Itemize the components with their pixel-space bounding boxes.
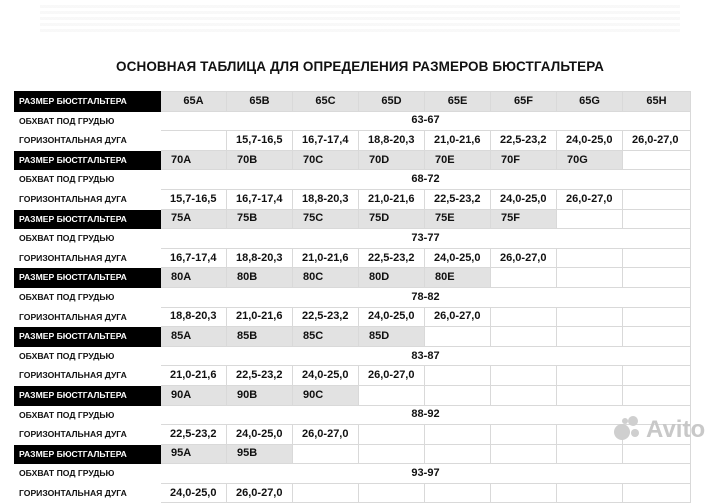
arc-value: 26,0-27,0 [491,248,557,268]
size-label: РАЗМЕР БЮСТГАЛЬТЕРА [15,268,161,288]
underbust-row [15,287,691,307]
avito-logo-icon [614,416,642,444]
arc-value: 21,0-21,6 [227,307,293,327]
empty-cell [491,366,557,386]
arc-value: 16,7-17,4 [161,248,227,268]
empty-cell [425,327,491,347]
size-cell: 70C [293,150,359,170]
arc-label: ГОРИЗОНТАЛЬНАЯ ДУГА [15,189,161,209]
size-cell: 70G [557,150,623,170]
empty-cell [623,483,691,503]
underbust-label: ОБХВАТ ПОД ГРУДЬЮ [15,464,161,484]
empty-cell [623,385,691,405]
size-cell: 70A [161,150,227,170]
arc-value: 22,5-23,2 [491,131,557,151]
arc-row [15,307,691,327]
empty-cell [623,444,691,464]
page-title: ОСНОВНАЯ ТАБЛИЦА ДЛЯ ОПРЕДЕЛЕНИЯ РАЗМЕРОВ БЮСТГАЛЬТЕРА [116,59,604,74]
empty-cell [425,444,491,464]
arc-value: 24,0-25,0 [227,425,293,445]
arc-value: 18,8-20,3 [161,307,227,327]
empty-cell [425,385,491,405]
underbust-range: 83-87 [161,346,691,366]
size-label: РАЗМЕР БЮСТГАЛЬТЕРА [15,209,161,229]
size-cell: 85B [227,327,293,347]
empty-cell [623,189,691,209]
arc-value: 26,0-27,0 [557,189,623,209]
arc-value: 21,0-21,6 [425,131,491,151]
empty-cell [557,483,623,503]
size-cell: 75B [227,209,293,229]
empty-cell [491,444,557,464]
empty-cell [425,483,491,503]
arc-value: 22,5-23,2 [359,248,425,268]
arc-value: 24,0-25,0 [491,189,557,209]
empty-cell [623,209,691,229]
header-row [15,92,691,112]
size-row [15,327,691,347]
arc-value: 21,0-21,6 [161,366,227,386]
faded-background-text [40,2,680,32]
underbust-label: ОБХВАТ ПОД ГРУДЬЮ [15,111,161,131]
empty-cell [557,366,623,386]
arc-value: 16,7-17,4 [227,189,293,209]
underbust-range: 78-82 [161,287,691,307]
arc-label: ГОРИЗОНТАЛЬНАЯ ДУГА [15,248,161,268]
size-cell: 70B [227,150,293,170]
size-header-cell: 65H [623,92,691,112]
empty-cell [623,307,691,327]
size-cell: 85A [161,327,227,347]
underbust-range: 68-72 [161,170,691,190]
underbust-row [15,170,691,190]
arc-value: 18,8-20,3 [293,189,359,209]
arc-value: 16,7-17,4 [293,131,359,151]
empty-cell [359,444,425,464]
empty-cell [623,248,691,268]
empty-cell [293,483,359,503]
size-label: РАЗМЕР БЮСТГАЛЬТЕРА [15,385,161,405]
arc-label: ГОРИЗОНТАЛЬНАЯ ДУГА [15,131,161,151]
empty-cell [359,483,425,503]
empty-cell [359,385,425,405]
arc-value: 24,0-25,0 [359,307,425,327]
empty-cell [491,268,557,288]
size-cell: 75F [491,209,557,229]
size-header-cell: 65B [227,92,293,112]
size-header-cell: 65A [161,92,227,112]
arc-value: 22,5-23,2 [161,425,227,445]
empty-cell [557,444,623,464]
arc-value: 15,7-16,5 [161,189,227,209]
arc-value: 22,5-23,2 [227,366,293,386]
size-cell: 90C [293,385,359,405]
size-cell: 75E [425,209,491,229]
size-cell: 80C [293,268,359,288]
empty-cell [425,425,491,445]
size-cell: 90B [227,385,293,405]
arc-value: 21,0-21,6 [293,248,359,268]
empty-cell [557,327,623,347]
arc-value: 26,0-27,0 [293,425,359,445]
empty-cell [359,425,425,445]
underbust-label: ОБХВАТ ПОД ГРУДЬЮ [15,346,161,366]
arc-label: ГОРИЗОНТАЛЬНАЯ ДУГА [15,307,161,327]
empty-cell [491,385,557,405]
size-row [15,150,691,170]
arc-value: 18,8-20,3 [359,131,425,151]
empty-cell [491,483,557,503]
arc-label: ГОРИЗОНТАЛЬНАЯ ДУГА [15,425,161,445]
empty-cell [293,444,359,464]
arc-row [15,131,691,151]
empty-cell [557,268,623,288]
avito-watermark [614,416,705,444]
size-cell: 75C [293,209,359,229]
size-header-cell: 65G [557,92,623,112]
size-label: РАЗМЕР БЮСТГАЛЬТЕРА [15,92,161,112]
empty-cell [425,366,491,386]
empty-cell [491,307,557,327]
empty-cell [557,385,623,405]
underbust-row [15,111,691,131]
empty-cell [161,131,227,151]
arc-value: 21,0-21,6 [359,189,425,209]
underbust-row [15,464,691,484]
arc-row [15,483,691,503]
size-label: РАЗМЕР БЮСТГАЛЬТЕРА [15,444,161,464]
empty-cell [491,425,557,445]
size-cell: 70E [425,150,491,170]
size-cell: 80D [359,268,425,288]
arc-value: 22,5-23,2 [425,189,491,209]
size-header-cell: 65D [359,92,425,112]
size-row [15,385,691,405]
size-table [14,91,691,503]
watermark-text: Avito [646,416,706,443]
empty-cell [623,327,691,347]
underbust-label: ОБХВАТ ПОД ГРУДЬЮ [15,287,161,307]
size-cell: 70F [491,150,557,170]
arc-value: 22,5-23,2 [293,307,359,327]
empty-cell [557,209,623,229]
arc-value: 26,0-27,0 [227,483,293,503]
arc-value: 26,0-27,0 [623,131,691,151]
size-label: РАЗМЕР БЮСТГАЛЬТЕРА [15,150,161,170]
size-cell: 75D [359,209,425,229]
empty-cell [623,268,691,288]
underbust-range: 88-92 [161,405,691,425]
empty-cell [557,307,623,327]
arc-label: ГОРИЗОНТАЛЬНАЯ ДУГА [15,366,161,386]
underbust-row [15,229,691,249]
underbust-label: ОБХВАТ ПОД ГРУДЬЮ [15,229,161,249]
arc-value: 18,8-20,3 [227,248,293,268]
arc-value: 24,0-25,0 [557,131,623,151]
arc-row [15,248,691,268]
arc-value: 24,0-25,0 [425,248,491,268]
underbust-label: ОБХВАТ ПОД ГРУДЬЮ [15,170,161,190]
arc-label: ГОРИЗОНТАЛЬНАЯ ДУГА [15,483,161,503]
empty-cell [623,150,691,170]
empty-cell [491,327,557,347]
underbust-row [15,346,691,366]
size-header-cell: 65F [491,92,557,112]
size-cell: 90A [161,385,227,405]
size-cell: 80E [425,268,491,288]
arc-value: 15,7-16,5 [227,131,293,151]
underbust-row [15,405,691,425]
arc-row [15,425,691,445]
underbust-range: 93-97 [161,464,691,484]
underbust-range: 63-67 [161,111,691,131]
arc-row [15,189,691,209]
size-cell: 70D [359,150,425,170]
size-row [15,209,691,229]
underbust-label: ОБХВАТ ПОД ГРУДЬЮ [15,405,161,425]
size-cell: 80A [161,268,227,288]
size-cell: 85D [359,327,425,347]
size-row [15,268,691,288]
size-label: РАЗМЕР БЮСТГАЛЬТЕРА [15,327,161,347]
size-header-cell: 65E [425,92,491,112]
size-cell: 75A [161,209,227,229]
size-cell: 95A [161,444,227,464]
arc-value: 24,0-25,0 [293,366,359,386]
underbust-range: 73-77 [161,229,691,249]
size-cell: 80B [227,268,293,288]
size-header-cell: 65C [293,92,359,112]
arc-value: 26,0-27,0 [425,307,491,327]
arc-value: 24,0-25,0 [161,483,227,503]
empty-cell [557,425,623,445]
empty-cell [623,366,691,386]
empty-cell [557,248,623,268]
arc-row [15,366,691,386]
arc-value: 26,0-27,0 [359,366,425,386]
size-cell: 85C [293,327,359,347]
size-cell: 95B [227,444,293,464]
size-row [15,444,691,464]
